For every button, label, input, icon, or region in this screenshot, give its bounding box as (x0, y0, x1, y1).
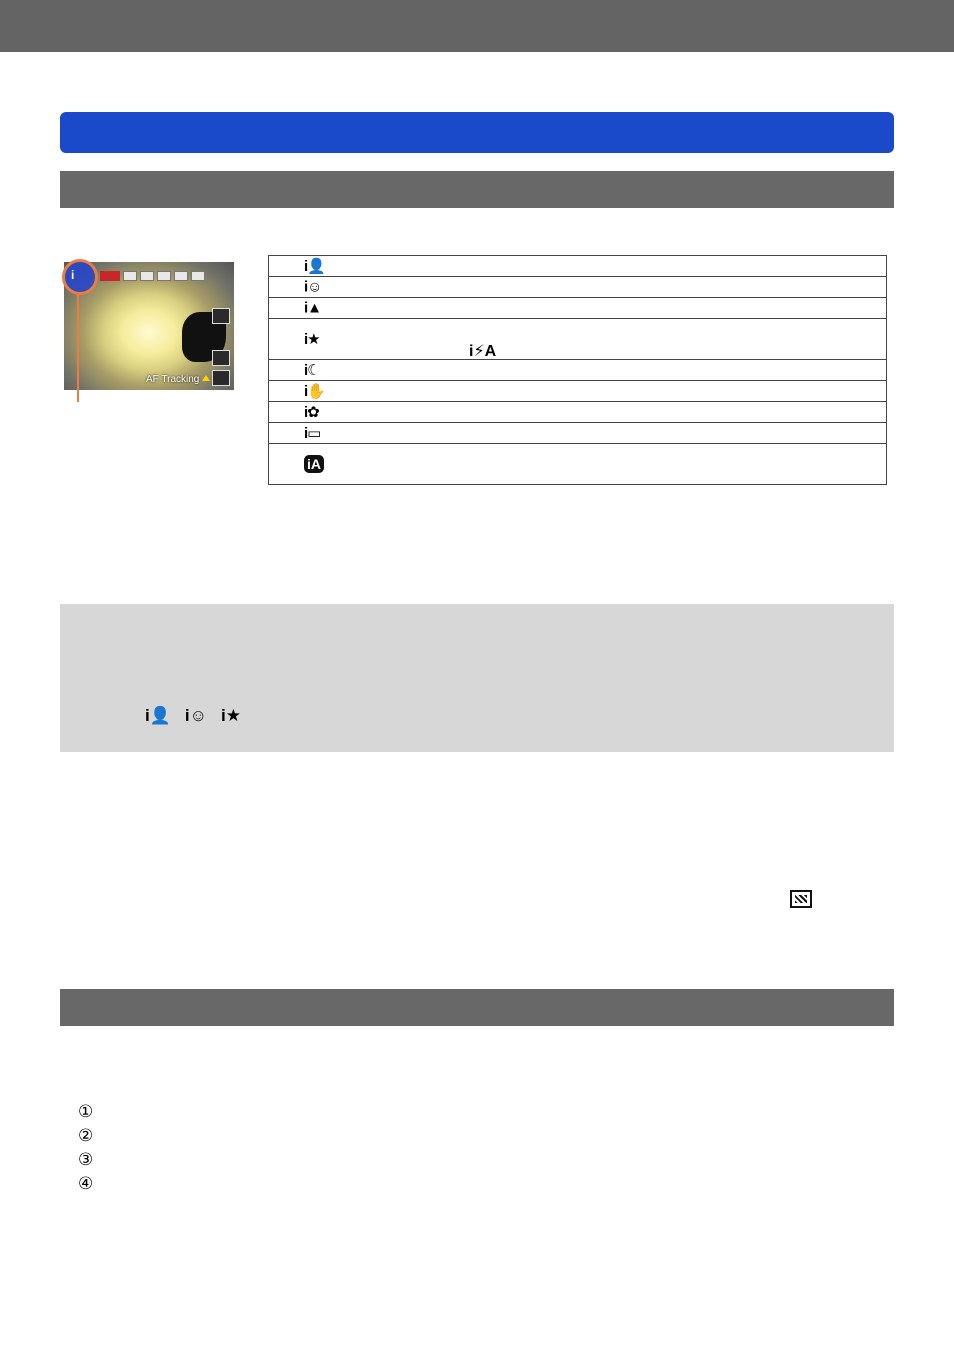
list-item: ④ (78, 1174, 94, 1193)
table-row (269, 423, 887, 444)
numbered-list (78, 1102, 93, 1198)
table-cell (269, 256, 887, 277)
list-item: ③ (78, 1150, 94, 1169)
table-row (269, 402, 887, 423)
table-row (269, 444, 887, 485)
baby-icon: i☺ (184, 706, 207, 725)
table-cell (269, 319, 887, 360)
portrait-icon: i👤 (304, 258, 325, 275)
sunset-icon: i▭ (304, 425, 321, 442)
table-row (269, 381, 887, 402)
backlight-icon (790, 890, 812, 908)
table-cell (269, 298, 887, 319)
table-row (269, 319, 887, 360)
intelligent-flash-icon: i⚡A (469, 343, 497, 360)
side-icon (212, 350, 230, 366)
portrait-icon: i👤 (145, 706, 171, 725)
scenery-icon: i▲ (304, 299, 322, 317)
list-item: ② (78, 1126, 94, 1145)
intelligent-auto-icon: iA (304, 455, 324, 473)
table-cell (269, 360, 887, 381)
callout-line (77, 292, 79, 402)
note-box (60, 604, 894, 752)
section-heading-bar (60, 171, 894, 208)
table-cell (269, 381, 887, 402)
night-portrait-icon: i★ (304, 331, 320, 348)
note-icons (145, 706, 255, 726)
food-icon: i✿ (304, 404, 319, 421)
header-bar (0, 0, 954, 52)
table-cell (269, 402, 887, 423)
table-row (269, 277, 887, 298)
baby-icon: i☺ (304, 278, 322, 296)
scene-indicator-highlight: i (62, 259, 98, 295)
table-row (269, 256, 887, 277)
list-item: ① (78, 1102, 94, 1121)
table-row (269, 360, 887, 381)
section-heading-bar (60, 989, 894, 1026)
table-cell (269, 423, 887, 444)
night-portrait-icon: i★ (220, 706, 241, 725)
status-icons (100, 268, 226, 278)
side-icon (212, 370, 230, 386)
handheld-night-shot-icon: i✋ (304, 383, 325, 400)
chapter-title-bar (60, 112, 894, 153)
side-icon (212, 308, 230, 324)
triangle-up-icon (202, 375, 210, 381)
table-cell (269, 444, 887, 485)
af-tracking-label: AF Tracking (146, 374, 210, 385)
scene-table (268, 255, 887, 485)
table-row (269, 298, 887, 319)
night-scenery-icon: i☾ (304, 362, 320, 379)
table-cell (269, 277, 887, 298)
